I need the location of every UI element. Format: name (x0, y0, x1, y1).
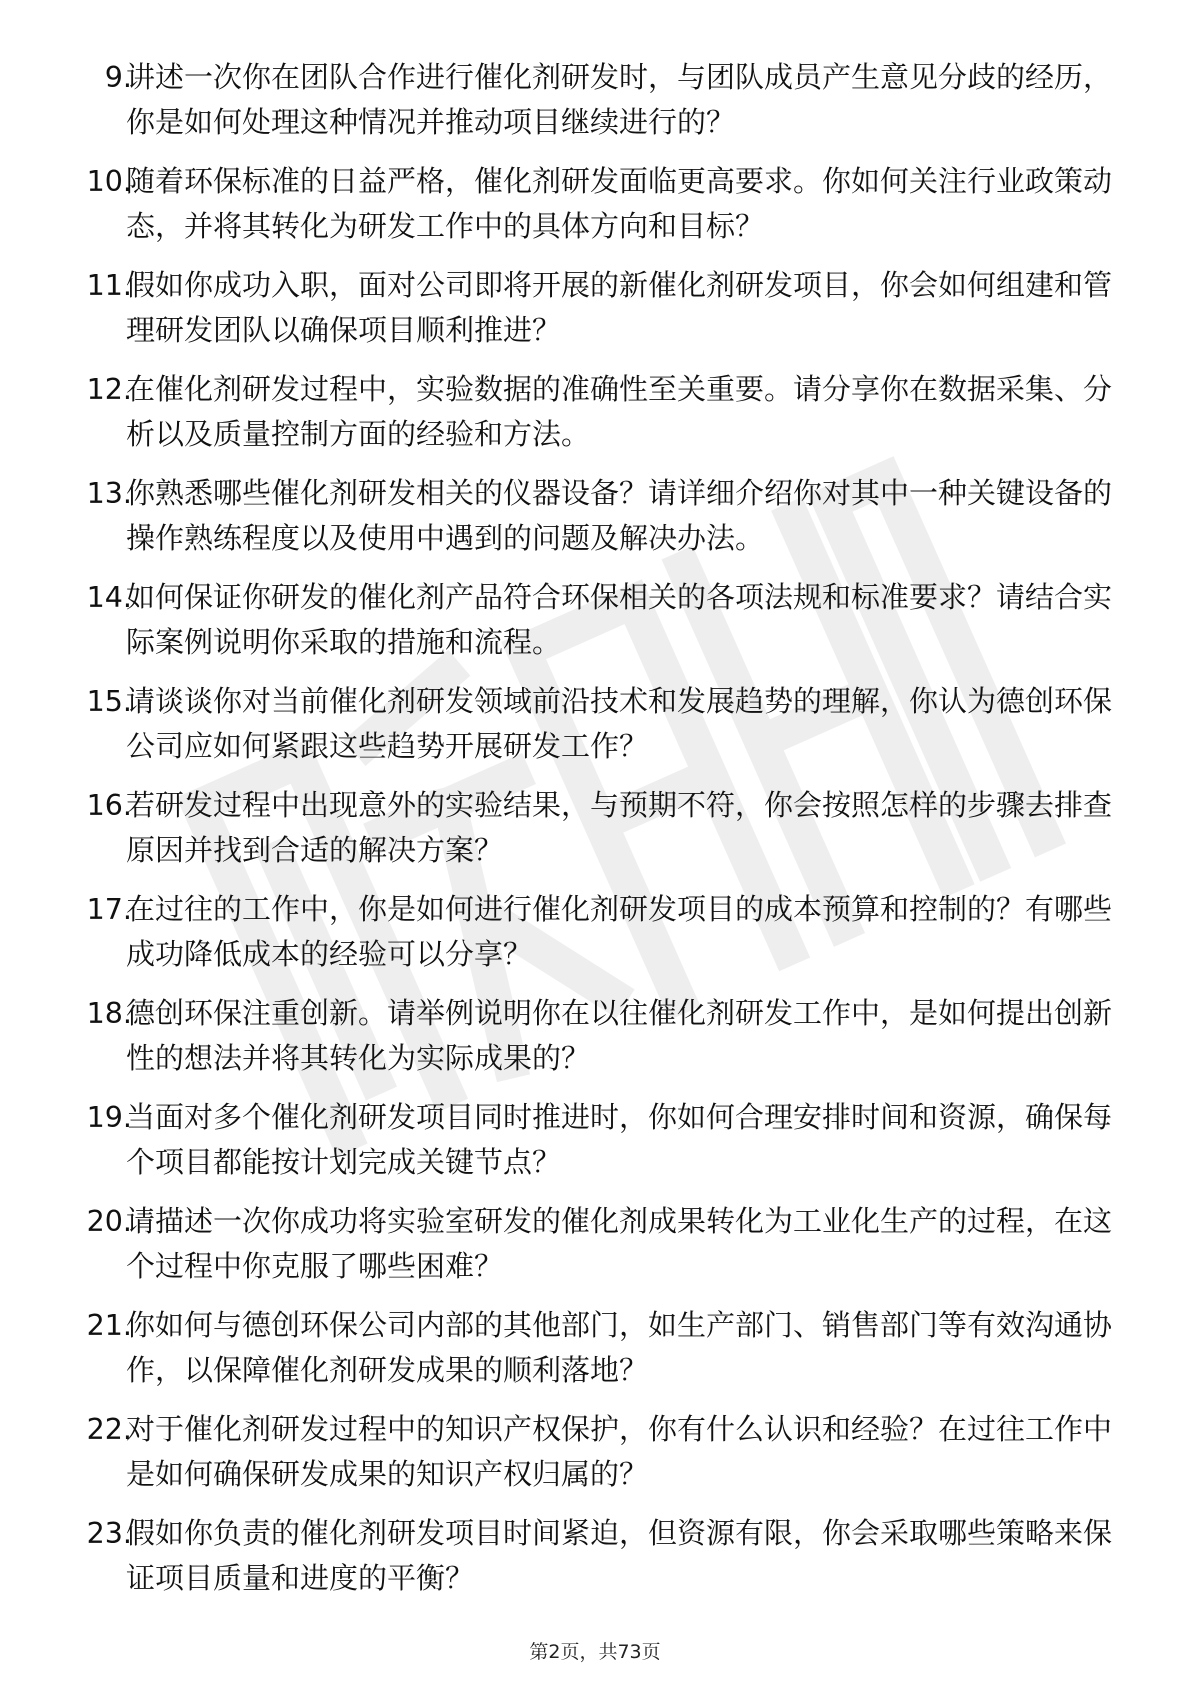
question-item (0, 354, 1190, 458)
question-number: 19. (86, 1101, 132, 1134)
question-item (0, 666, 1190, 770)
question-number: 17. (86, 893, 132, 926)
page-footer (0, 1640, 1190, 1664)
question-number: 18. (86, 997, 132, 1030)
question-text: 讲述一次你在团队合作进行催化剂研发时，与团队成员产生意见分歧的经历，你是如何处理这种情况并推动项目继续进行的？ (126, 60, 1113, 139)
question-number: 16. (86, 789, 132, 822)
question-number: 23. (86, 1517, 132, 1550)
question-item (0, 250, 1190, 354)
question-text: 你熟悉哪些催化剂研发相关的仪器设备？请详细介绍你对其中一种关键设备的操作熟练程度以及使用中遇到的问题及解决办法。 (126, 476, 1113, 555)
question-item (0, 1186, 1190, 1290)
question-text: 在催化剂研发过程中，实验数据的准确性至关重要。请分享你在数据采集、分析以及质量控制方面的经验和方法。 (126, 372, 1113, 451)
question-item (0, 458, 1190, 562)
question-number: 13. (86, 477, 132, 510)
question-text: 假如你成功入职，面对公司即将开展的新催化剂研发项目，你会如何组建和管理研发团队以确保项目顺利推进？ (126, 268, 1113, 347)
question-number: 9. (104, 61, 132, 94)
question-item (0, 770, 1190, 874)
question-number: 10. (86, 165, 132, 198)
question-item (0, 1394, 1190, 1498)
question-text: 若研发过程中出现意外的实验结果，与预期不符，你会按照怎样的步骤去排查原因并找到合适的解决方案？ (126, 788, 1113, 867)
question-number: 20. (86, 1205, 132, 1238)
question-text: 随着环保标准的日益严格，催化剂研发面临更高要求。你如何关注行业政策动态，并将其转化为研发工作中的具体方向和目标？ (126, 164, 1113, 243)
page-number-label: 第2页，共73页 (529, 1641, 661, 1663)
question-number: 21. (86, 1309, 132, 1342)
question-text: 你如何与德创环保公司内部的其他部门，如生产部门、销售部门等有效沟通协作，以保障催化剂研发成果的顺利落地？ (126, 1308, 1113, 1387)
question-text: 当面对多个催化剂研发项目同时推进时，你如何合理安排时间和资源，确保每个项目都能按计划完成关键节点？ (126, 1100, 1113, 1179)
question-text: 在过往的工作中，你是如何进行催化剂研发项目的成本预算和控制的？有哪些成功降低成本的经验可以分享？ (126, 892, 1113, 971)
question-item (0, 978, 1190, 1082)
question-number: 11. (86, 269, 132, 302)
question-item (0, 874, 1190, 978)
question-item (0, 1498, 1190, 1602)
question-item (0, 1082, 1190, 1186)
question-number: 22. (86, 1413, 132, 1446)
question-item (0, 562, 1190, 666)
question-number: 15. (86, 685, 132, 718)
question-item (0, 146, 1190, 250)
question-list (0, 42, 1190, 1602)
question-item (0, 42, 1190, 146)
question-text: 请描述一次你成功将实验室研发的催化剂成果转化为工业化生产的过程，在这个过程中你克服了哪些困难？ (126, 1204, 1113, 1283)
question-number: 14. (86, 581, 132, 614)
question-text: 假如你负责的催化剂研发项目时间紧迫，但资源有限，你会采取哪些策略来保证项目质量和进度的平衡？ (126, 1516, 1113, 1595)
question-text: 德创环保注重创新。请举例说明你在以往催化剂研发工作中，是如何提出创新性的想法并将其转化为实际成果的？ (126, 996, 1113, 1075)
question-text: 请谈谈你对当前催化剂研发领域前沿技术和发展趋势的理解，你认为德创环保公司应如何紧跟这些趋势开展研发工作？ (126, 684, 1113, 763)
question-text: 对于催化剂研发过程中的知识产权保护，你有什么认识和经验？在过往工作中是如何确保研发成果的知识产权归属的？ (126, 1412, 1113, 1491)
question-item (0, 1290, 1190, 1394)
question-number: 12. (86, 373, 132, 406)
question-text: 如何保证你研发的催化剂产品符合环保相关的各项法规和标准要求？请结合实际案例说明你采取的措施和流程。 (126, 580, 1113, 659)
